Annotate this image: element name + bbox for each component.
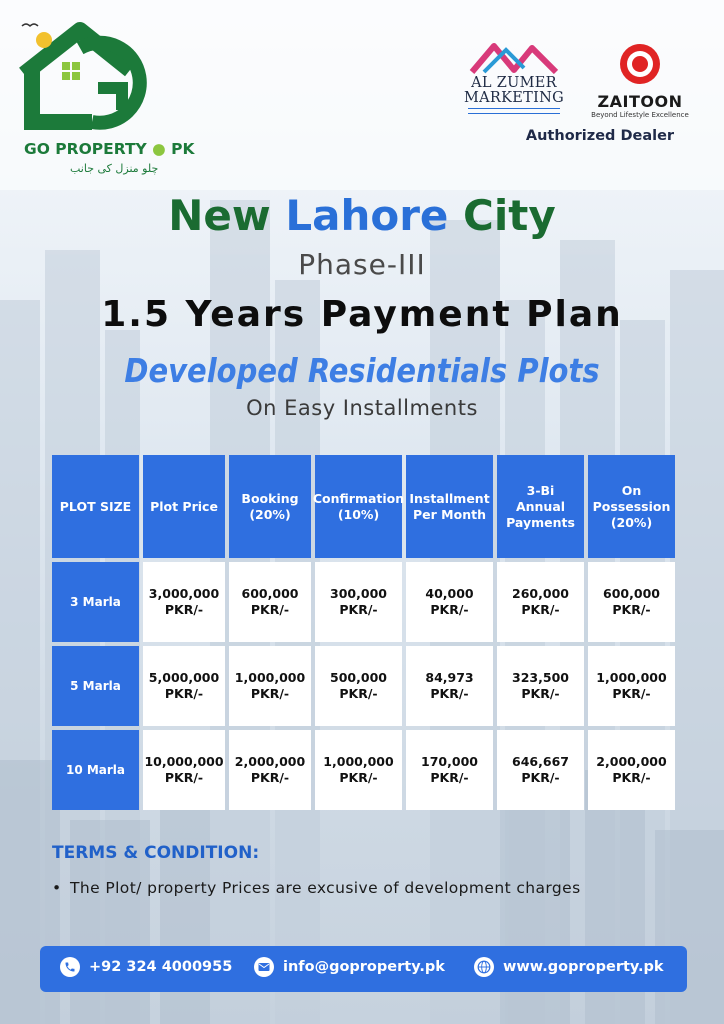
cell-value: 84,973: [425, 670, 474, 685]
title-city: City: [463, 191, 556, 240]
cell-currency: PKR/-: [612, 602, 651, 617]
developed-plots-subtitle: Developed Residentials Plots: [124, 351, 600, 391]
house-logo-icon: [18, 18, 178, 136]
alzumer-name-line1: AL ZUMER: [471, 75, 557, 91]
cell-value: 10,000,000: [144, 754, 224, 769]
zaitoon-tagline: Beyond Lifestyle Excellence: [591, 111, 689, 119]
logo-name: GO PROPERTY: [24, 140, 147, 158]
header-installment: Installment Per Month: [406, 455, 493, 558]
alzumer-marketing-logo: [462, 42, 566, 122]
logo-wordmark: [24, 140, 194, 158]
header-plot-size: PLOT SIZE: [52, 455, 139, 558]
row-size-10-marla: 10 Marla: [52, 730, 139, 810]
logo-urdu-tagline: چلو منزل کی جانب: [70, 162, 159, 175]
terms-heading: TERMS & CONDITION:: [52, 843, 260, 863]
header-booking: Booking (20%): [229, 455, 311, 558]
cell-currency: PKR/-: [339, 770, 378, 785]
payment-plan-heading: 1.5 Years Payment Plan: [101, 294, 623, 335]
phone-icon: [60, 957, 80, 977]
terms-item-text: The Plot/ property Prices are excusive of development charges: [70, 879, 581, 897]
logo-suffix: PK: [171, 140, 195, 158]
contact-footer: [40, 946, 687, 992]
cell-currency: PKR/-: [612, 686, 651, 701]
cell-value: 646,667: [512, 754, 569, 769]
cell-currency: PKR/-: [612, 770, 651, 785]
header-plot-price: Plot Price: [143, 455, 225, 558]
cell-value: 1,000,000: [323, 754, 394, 769]
title-lahore: Lahore: [285, 191, 449, 240]
cell-currency: PKR/-: [339, 602, 378, 617]
cell-value: 600,000: [241, 586, 299, 601]
cell-currency: PKR/-: [430, 686, 469, 701]
cell-currency: PKR/-: [250, 770, 290, 785]
cell-value: 1,000,000: [234, 670, 306, 685]
cell-value: 500,000: [330, 670, 387, 685]
phone-link[interactable]: [60, 957, 232, 977]
website-text: www.goproperty.pk: [503, 959, 664, 975]
header-confirmation: Confirmation (10%): [315, 455, 402, 558]
cell-value: 300,000: [330, 586, 387, 601]
phase-label: Phase-III: [298, 248, 426, 281]
cell-currency: PKR/-: [521, 770, 560, 785]
bullet-icon: •: [52, 879, 62, 897]
row-size-3-marla: 3 Marla: [52, 562, 139, 642]
cell-value: 5,000,000: [148, 670, 220, 685]
cell-currency: PKR/-: [164, 770, 204, 785]
cell-currency: PKR/-: [430, 602, 469, 617]
cell-currency: PKR/-: [339, 686, 378, 701]
email-link[interactable]: [254, 957, 445, 977]
cell-currency: PKR/-: [164, 602, 204, 617]
zaitoon-logo: [578, 42, 702, 122]
cell-currency: PKR/-: [430, 770, 469, 785]
cell-currency: PKR/-: [250, 602, 290, 617]
header-on-possession: On Possession (20%): [588, 455, 675, 558]
easy-installments-note: On Easy Installments: [246, 396, 478, 420]
cell-value: 3,000,000: [148, 586, 220, 601]
cell-value: 1,000,000: [596, 670, 667, 685]
cell-value: 600,000: [603, 586, 660, 601]
go-property-logo: [18, 18, 195, 178]
logo-dot-icon: ●: [152, 140, 166, 158]
cell-value: 40,000: [425, 586, 474, 601]
alzumer-name: [462, 76, 566, 106]
cell-value: 323,500: [512, 670, 569, 685]
email-text: info@goproperty.pk: [283, 959, 445, 975]
phone-text: +92 324 4000955: [89, 959, 233, 975]
row-size-5-marla: 5 Marla: [52, 646, 139, 726]
website-link[interactable]: [474, 957, 664, 977]
zaitoon-name: ZAITOON: [597, 92, 683, 111]
terms-item: [52, 879, 581, 897]
mountain-logo-icon: [462, 42, 566, 74]
cell-currency: PKR/-: [250, 686, 290, 701]
cell-currency: PKR/-: [521, 602, 560, 617]
globe-icon: [474, 957, 494, 977]
cell-value: 170,000: [421, 754, 478, 769]
title-new: New: [168, 191, 271, 240]
authorized-dealer-label: Authorized Dealer: [525, 128, 675, 144]
zaitoon-emblem-icon: [578, 42, 702, 90]
cell-currency: PKR/-: [521, 686, 560, 701]
cell-value: 260,000: [512, 586, 569, 601]
alzumer-tagline-bar: [468, 108, 560, 114]
email-icon: [254, 957, 274, 977]
header-bi-annual: 3-Bi Annual Payments: [497, 455, 584, 558]
page-title: [0, 188, 724, 244]
cell-value: 2,000,000: [596, 754, 667, 769]
cell-currency: PKR/-: [164, 686, 204, 701]
cell-value: 2,000,000: [234, 754, 306, 769]
alzumer-name-line2: MARKETING: [463, 90, 565, 106]
